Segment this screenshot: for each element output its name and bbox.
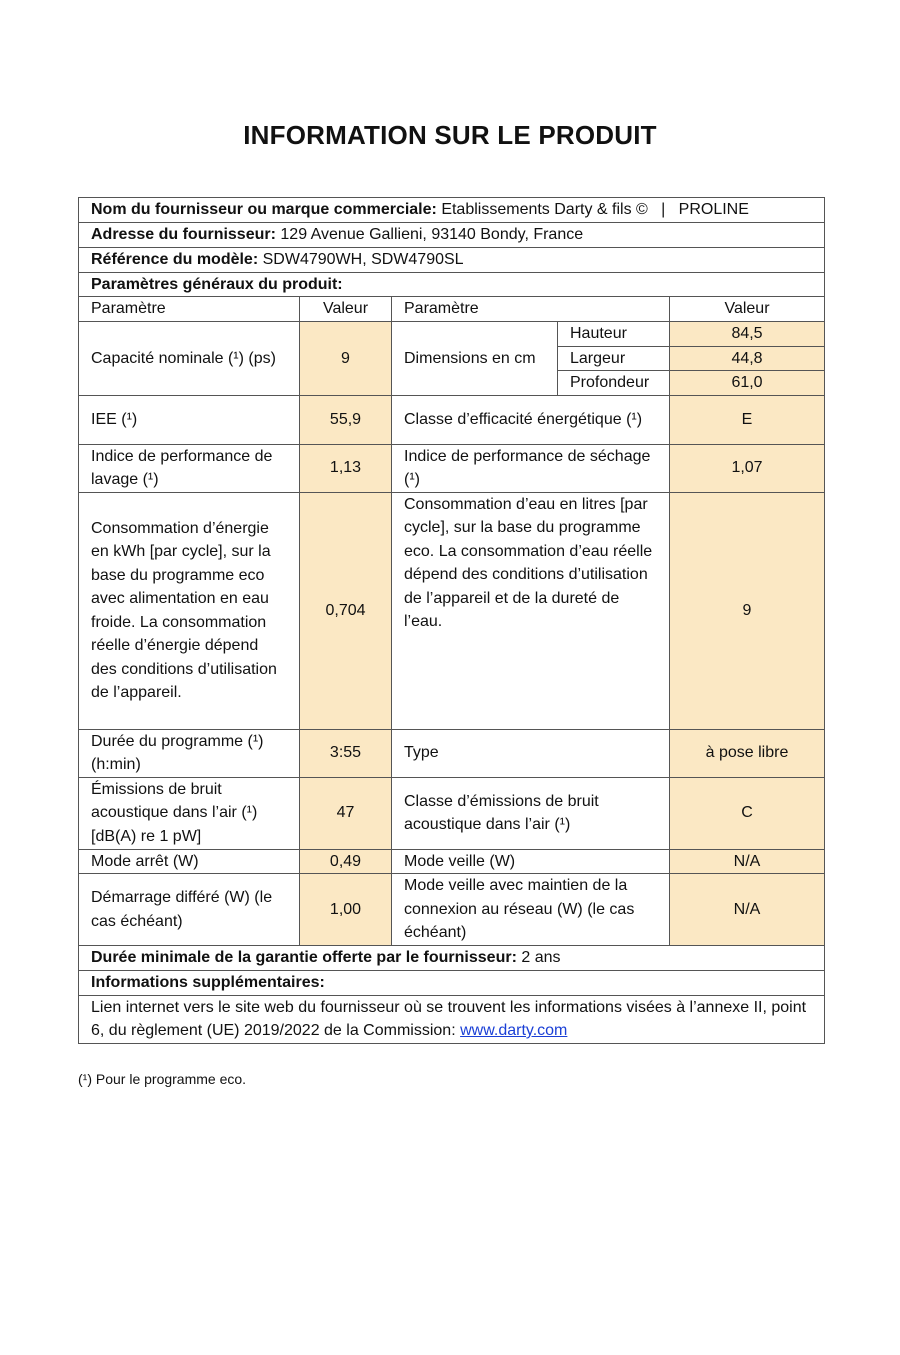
- capacity-label: Capacité nominale (¹) (ps): [79, 322, 300, 396]
- supplier-label: Nom du fournisseur ou marque commerciale:: [91, 201, 437, 219]
- header-row: [79, 297, 825, 322]
- delay-start-row: [79, 874, 825, 946]
- supplier-row: [79, 198, 825, 223]
- drying-index-label: Indice de performance de séchage (¹): [392, 444, 670, 492]
- noise-value: 47: [300, 777, 392, 849]
- width-value: 44,8: [670, 346, 825, 371]
- standby-label: Mode veille (W): [392, 849, 670, 874]
- off-mode-row: [79, 849, 825, 874]
- type-label: Type: [392, 729, 670, 777]
- delay-start-label: Démarrage différé (W) (le cas échéant): [79, 874, 300, 946]
- energy-class-label: Classe d’efficacité énergétique (¹): [392, 395, 670, 444]
- energy-consumption-label: Consommation d’énergie en kWh [par cycle], sur la base du programme eco avec alimentation en eau froide. La consommation réelle d’énergie dépend des conditions d’utilisation de l’appareil.: [79, 492, 300, 729]
- warranty-row: [79, 946, 825, 971]
- iee-row: [79, 395, 825, 444]
- general-params-row: [79, 272, 825, 297]
- noise-label: Émissions de bruit acoustique dans l’air (¹) [dB(A) re 1 pW]: [79, 777, 300, 849]
- additional-info-label: Informations supplémentaires:: [79, 971, 825, 996]
- depth-value: 61,0: [670, 371, 825, 396]
- supplier-value: Etablissements Darty & fils © | PROLINE: [441, 201, 749, 219]
- energy-class-value: E: [670, 395, 825, 444]
- capacity-value: 9: [300, 322, 392, 396]
- off-mode-label: Mode arrêt (W): [79, 849, 300, 874]
- duration-value: 3:55: [300, 729, 392, 777]
- off-mode-value: 0,49: [300, 849, 392, 874]
- capacity-row: [79, 322, 825, 347]
- standby-value: N/A: [670, 849, 825, 874]
- warranty-value: 2 ans: [521, 949, 561, 967]
- height-value: 84,5: [670, 322, 825, 347]
- duration-label: Durée du programme (¹) (h:min): [79, 729, 300, 777]
- page-title: INFORMATION SUR LE PRODUIT: [243, 120, 657, 150]
- header-value-2: Valeur: [670, 297, 825, 322]
- networked-standby-value: N/A: [670, 874, 825, 946]
- consumption-row: [79, 492, 825, 729]
- footnote: (¹) Pour le programme eco.: [78, 1071, 247, 1087]
- address-row: [79, 223, 825, 248]
- duration-row: [79, 729, 825, 777]
- dimensions-label: Dimensions en cm: [392, 322, 558, 396]
- drying-index-value: 1,07: [670, 444, 825, 492]
- depth-label: Profondeur: [558, 371, 670, 396]
- product-info-table: [78, 197, 825, 1044]
- additional-info-text: Lien internet vers le site web du fournisseur où se trouvent les informations visées à l’annexe II, point 6, du règlement (UE) 2019/2022 de la Commission:: [91, 998, 807, 1039]
- iee-value: 55,9: [300, 395, 392, 444]
- model-value: SDW4790WH, SDW4790SL: [262, 251, 464, 268]
- address-label: Adresse du fournisseur:: [91, 226, 276, 244]
- energy-consumption-value: 0,704: [300, 492, 392, 729]
- performance-row: [79, 444, 825, 492]
- website-link[interactable]: www.darty.com: [460, 1022, 568, 1039]
- water-consumption-value: 9: [670, 492, 825, 729]
- header-value-1: Valeur: [300, 297, 392, 322]
- noise-class-value: C: [670, 777, 825, 849]
- iee-label: IEE (¹): [79, 395, 300, 444]
- washing-index-label: Indice de performance de lavage (¹): [79, 444, 300, 492]
- networked-standby-label: Mode veille avec maintien de la connexion au réseau (W) (le cas échéant): [392, 874, 670, 946]
- model-label: Référence du modèle:: [91, 251, 259, 268]
- address-value: 129 Avenue Gallieni, 93140 Bondy, France: [280, 226, 584, 244]
- warranty-label: Durée minimale de la garantie offerte par le fournisseur:: [91, 949, 517, 967]
- noise-class-label: Classe d’émissions de bruit acoustique dans l’air (¹): [392, 777, 670, 849]
- additional-info-row: [79, 971, 825, 996]
- washing-index-value: 1,13: [300, 444, 392, 492]
- header-param-1: Paramètre: [79, 297, 300, 322]
- water-consumption-label: Consommation d’eau en litres [par cycle], sur la base du programme eco. La consommation d’eau réelle dépend des conditions d’utilisation de l’appareil et de la dureté de l’eau.: [392, 492, 670, 729]
- height-label: Hauteur: [558, 322, 670, 347]
- general-params-label: Paramètres généraux du produit:: [79, 272, 825, 297]
- additional-info-text-row: [79, 995, 825, 1043]
- noise-row: [79, 777, 825, 849]
- delay-start-value: 1,00: [300, 874, 392, 946]
- header-param-2: Paramètre: [392, 297, 670, 322]
- model-row: [79, 248, 825, 273]
- type-value: à pose libre: [670, 729, 825, 777]
- width-label: Largeur: [558, 346, 670, 371]
